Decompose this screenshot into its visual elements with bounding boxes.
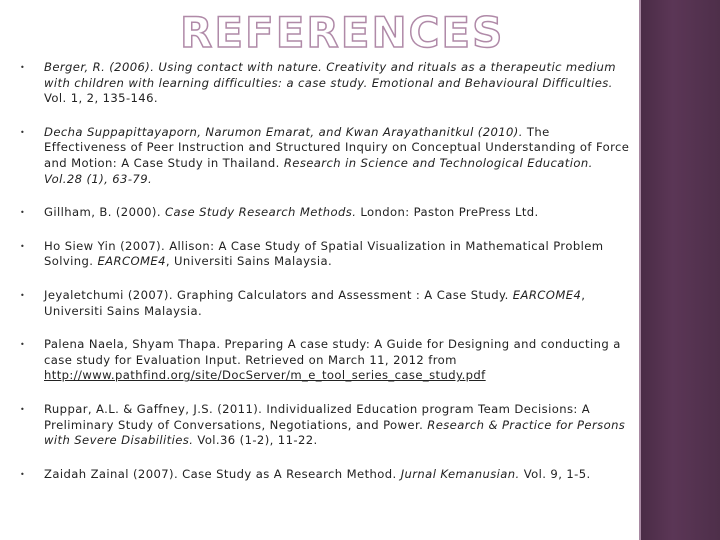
reference-item [20, 402, 630, 449]
reference-text: Palena Naela, Shyam Thapa. Preparing A case study: A Guide for Designing and conducting a case study for Evaluation Input. Retrieved on March 11, 2012 from [44, 337, 621, 367]
reference-item [20, 239, 630, 270]
bullet-icon: • [20, 290, 26, 300]
reference-text: Berger, R. (2006). Using contact with nature. Creativity and rituals as a therapeutic medium with children with learning difficulties: a case study. Emotional and Behavioural Difficulties. [44, 60, 616, 90]
reference-item [20, 467, 630, 483]
reference-text: Case Study Research Methods. [165, 205, 357, 220]
bullet-icon: • [20, 469, 26, 479]
slide-title: REFERENCES [180, 8, 505, 57]
reference-text: Research in Science and Technological Education. Vol.28 (1), 63-79. [44, 155, 593, 186]
bullet-icon: • [20, 241, 26, 251]
reference-list [20, 60, 630, 500]
reference-text: Ho Siew Yin (2007). Allison: A Case Study of Spatial Visualization in Mathematical Problem Solving. [44, 238, 604, 269]
bullet-icon: • [20, 127, 26, 137]
reference-text: Jurnal Kemanusian. [400, 466, 520, 481]
reference-item [20, 288, 630, 319]
reference-text: Vol. 9, 1-5. [519, 466, 591, 481]
reference-item [20, 60, 630, 107]
bullet-icon: • [20, 404, 26, 414]
reference-item [20, 205, 630, 221]
reference-link[interactable]: http://www.pathfind.org/site/DocServer/m_e_tool_series_case_study.pdf [44, 368, 486, 383]
reference-text: EARCOME4 [512, 287, 582, 302]
reference-text: Vol. 1, 2, 135-146. [44, 91, 158, 106]
reference-item [20, 337, 630, 384]
reference-text: Zaidah Zainal (2007). Case Study as A Research Method. [44, 466, 401, 481]
decorative-side-band [641, 0, 720, 540]
reference-text: , Universiti Sains Malaysia. [44, 287, 586, 318]
bullet-icon: • [20, 63, 26, 72]
bullet-icon: • [20, 208, 26, 218]
reference-text: Vol.36 (1-2), 11-22. [193, 433, 318, 448]
reference-text: Research & Practice for Persons with Severe Disabilities. [44, 417, 626, 448]
reference-text: Decha Suppapittayaporn, Narumon Emarat, and Kwan Arayathanitkul (2010). [44, 124, 523, 139]
reference-text: Jeyaletchumi (2007). Graphing Calculators and Assessment : A Case Study. [44, 287, 513, 302]
reference-text: , Universiti Sains Malaysia. [165, 254, 333, 269]
reference-text: London: Paston PrePress Ltd. [356, 205, 539, 220]
reference-text: Gillham, B. (2000). [44, 205, 166, 220]
reference-item [20, 125, 630, 187]
reference-text: EARCOME4 [97, 254, 166, 269]
reference-text: The Effectiveness of Peer Instruction and Structured Inquiry on Conceptual Understanding of Force and Motion: A Case Study in Thailand. [44, 124, 630, 170]
bullet-icon: • [20, 340, 26, 350]
reference-text: Ruppar, A.L. & Gaffney, J.S. (2011). Individualized Education program Team Decisions: A Preliminary Study of Conversations, Negotiations, and Power. [44, 401, 591, 432]
